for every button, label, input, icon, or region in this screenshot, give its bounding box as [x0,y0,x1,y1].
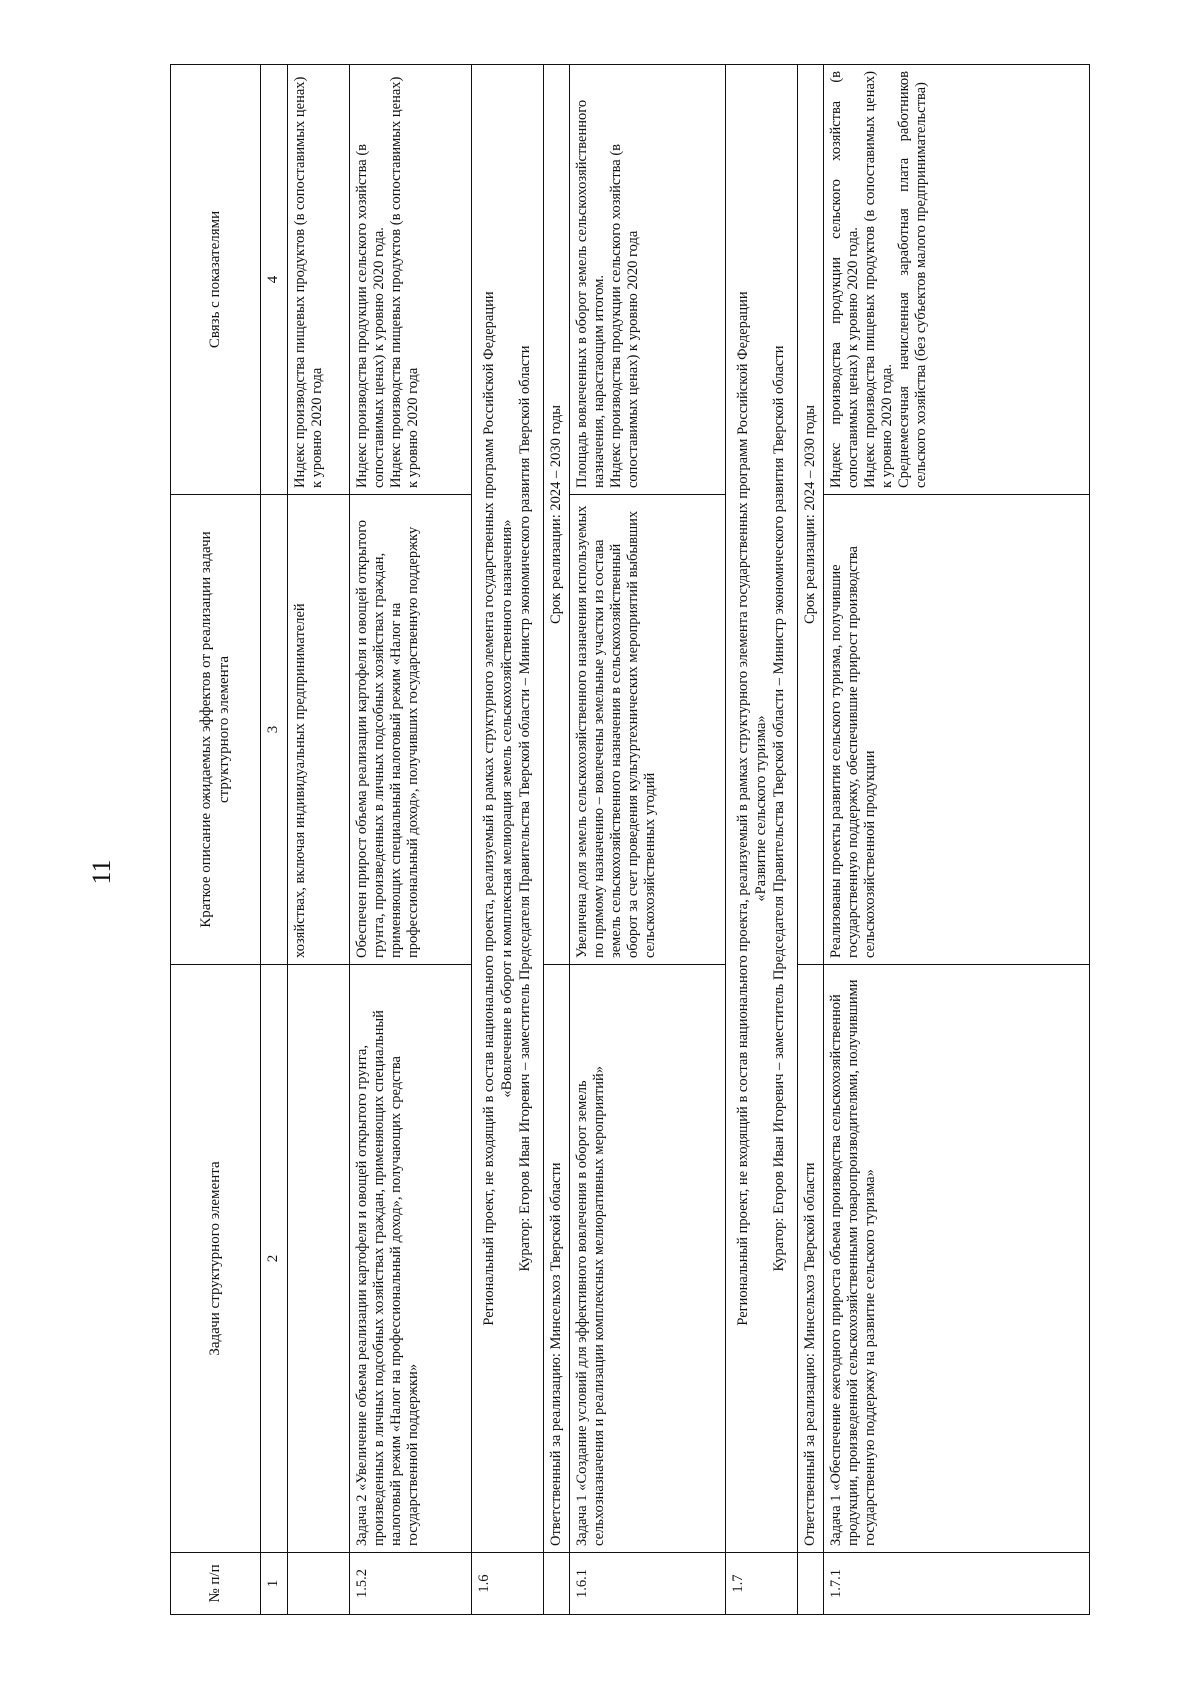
row-number: 1.7.1 [823,1553,1089,1615]
row-number: 1.5.2 [349,1553,471,1615]
links-text [823,65,1089,495]
table-row-1-7-1 [823,65,1089,1615]
links-item: Площадь вовлеченных в оборот земель сельскохозяйственного назначения, нарастающим итогом. [573,99,607,488]
task-text: Задача 1 «Обеспечение ежегодного прироста объема производства сельскохозяйственной продукции, произведенной сельскохозяйственными товаропроизводителями, получившими государственную поддержку на развитие сельского туризма» [823,965,1089,1553]
links-item: Среднемесячная начисленная заработная плата работников сельского хозяйства (без субъектов малого предпринимательства) [896,71,930,488]
row-number: 1.7 [725,1553,797,1615]
effect-text: Реализованы проекты развития сельского туризма, получившие государственную поддержку, обеспечившие прирост производства сельскохозяйственной продукции [823,495,1089,965]
header-tasks: Задачи структурного элемента [171,965,261,1553]
period-text: Срок реализации: 2024 – 2030 годы [797,65,823,965]
cell-effect: хозяйствах, включая индивидуальных предпринимателей [287,495,349,965]
links-item: Индекс производства пищевых продуктов (в сопоставимых ценах) к уровню 2020 года [387,76,422,488]
section-curator: Куратор: Егоров Иван Игоревич – заместитель Председателя Правительства Тверской области – Министр экономического развития Тверской области [516,345,533,1272]
header-effects: Краткое описание ожидаемых эффектов от реализации задачи структурного элемента [171,495,261,965]
table-row-continuation [287,65,349,1615]
task-text: Задача 1 «Создание условий для эффективного вовлечения в оборот земель сельхозназначения и реализации комплексных мелиоративных мероприятий» [569,965,725,1553]
header-links: Связь с показателями [171,65,261,495]
section-title [725,65,797,1553]
cell-task [287,965,349,1553]
section-line-2: «Развитие сельского туризма» [752,715,769,902]
section-line-1: Региональный проект, не входящий в состав национального проекта, реализуемый в рамках структурного элемента государственных программ Российской Федерации [734,291,751,1326]
structural-elements-table [170,64,1090,1615]
responsible-text: Ответственный за реализацию: Минсельхоз Тверской области [797,965,823,1553]
column-numbers-row [261,65,288,1615]
col-number-2: 2 [261,965,288,1553]
links-item: Индекс производства продукции сельского хозяйства (в сопоставимых ценах) к уровню 2020 года [608,143,642,488]
row-number: 1.6.1 [569,1553,725,1615]
cell-num [797,1553,823,1615]
links-item: Индекс производства пищевых продуктов (в сопоставимых ценах) к уровню 2020 года. [862,71,896,488]
task-text: Задача 2 «Увеличение объема реализации картофеля и овощей открытого грунта, произведенных в личных подсобных хозяйствах граждан, применяющих специальный налоговый режим «Налог на профессиональный доход», получающих средства государственной поддержки» [349,965,471,1553]
section-row-1-7 [725,65,797,1615]
responsible-row-1-7 [797,65,823,1615]
period-text: Срок реализации: 2024 – 2030 годы [543,65,569,965]
col-number-4: 4 [261,65,288,495]
effect-text: Увеличена доля земель сельскохозяйственного назначения используемых по прямому назначению – вовлечены земельные участки из состава земель сельскохозяйственного назначения в сельскохозяйственный оборот за счет проведения культуртехнических мероприятий выбывших сельскохозяйственных угодий [569,495,725,965]
responsible-row-1-6 [543,65,569,1615]
links-text [349,65,471,495]
header-num: № п/п [171,1553,261,1615]
links-item: Индекс производства продукции сельского хозяйства (в сопоставимых ценах) к уровню 2020 года. [827,71,862,488]
section-curator: Куратор: Егоров Иван Игоревич – заместитель Председателя Правительства Тверской области – Министр экономического развития Тверской области [770,345,787,1272]
table-row-1-5-2 [349,65,471,1615]
links-text [569,65,725,495]
section-title [471,65,543,1553]
table-row-1-6-1 [569,65,725,1615]
cell-num [543,1553,569,1615]
section-line-1: Региональный проект, не входящий в состав национального проекта, реализуемый в рамках структурного элемента государственных программ Российской Федерации [480,291,497,1326]
cell-num [287,1553,349,1615]
page-number: 11 [87,859,116,885]
col-number-1: 1 [261,1553,288,1615]
section-line-2: «Вовлечение в оборот и комплексная мелиорация земель сельскохозяйственного назначения» [498,519,515,1098]
cell-links: Индекс производства пищевых продуктов (в сопоставимых ценах) к уровню 2020 года [287,65,349,495]
header-row [171,65,261,1615]
rotated-table-wrapper [170,65,1090,1615]
responsible-text: Ответственный за реализацию: Минсельхоз Тверской области [543,965,569,1553]
links-item: Индекс производства продукции сельского хозяйства (в сопоставимых ценах) к уровню 2020 года. [353,143,387,488]
row-number: 1.6 [471,1553,543,1615]
effect-text: Обеспечен прирост объема реализации картофеля и овощей открытого грунта, произведенных в личных подсобных хозяйствах граждан, применяющих специальный налоговый режим «Налог на профессиональный доход», получивших государственную поддержку [349,495,471,965]
section-row-1-6 [471,65,543,1615]
col-number-3: 3 [261,495,288,965]
